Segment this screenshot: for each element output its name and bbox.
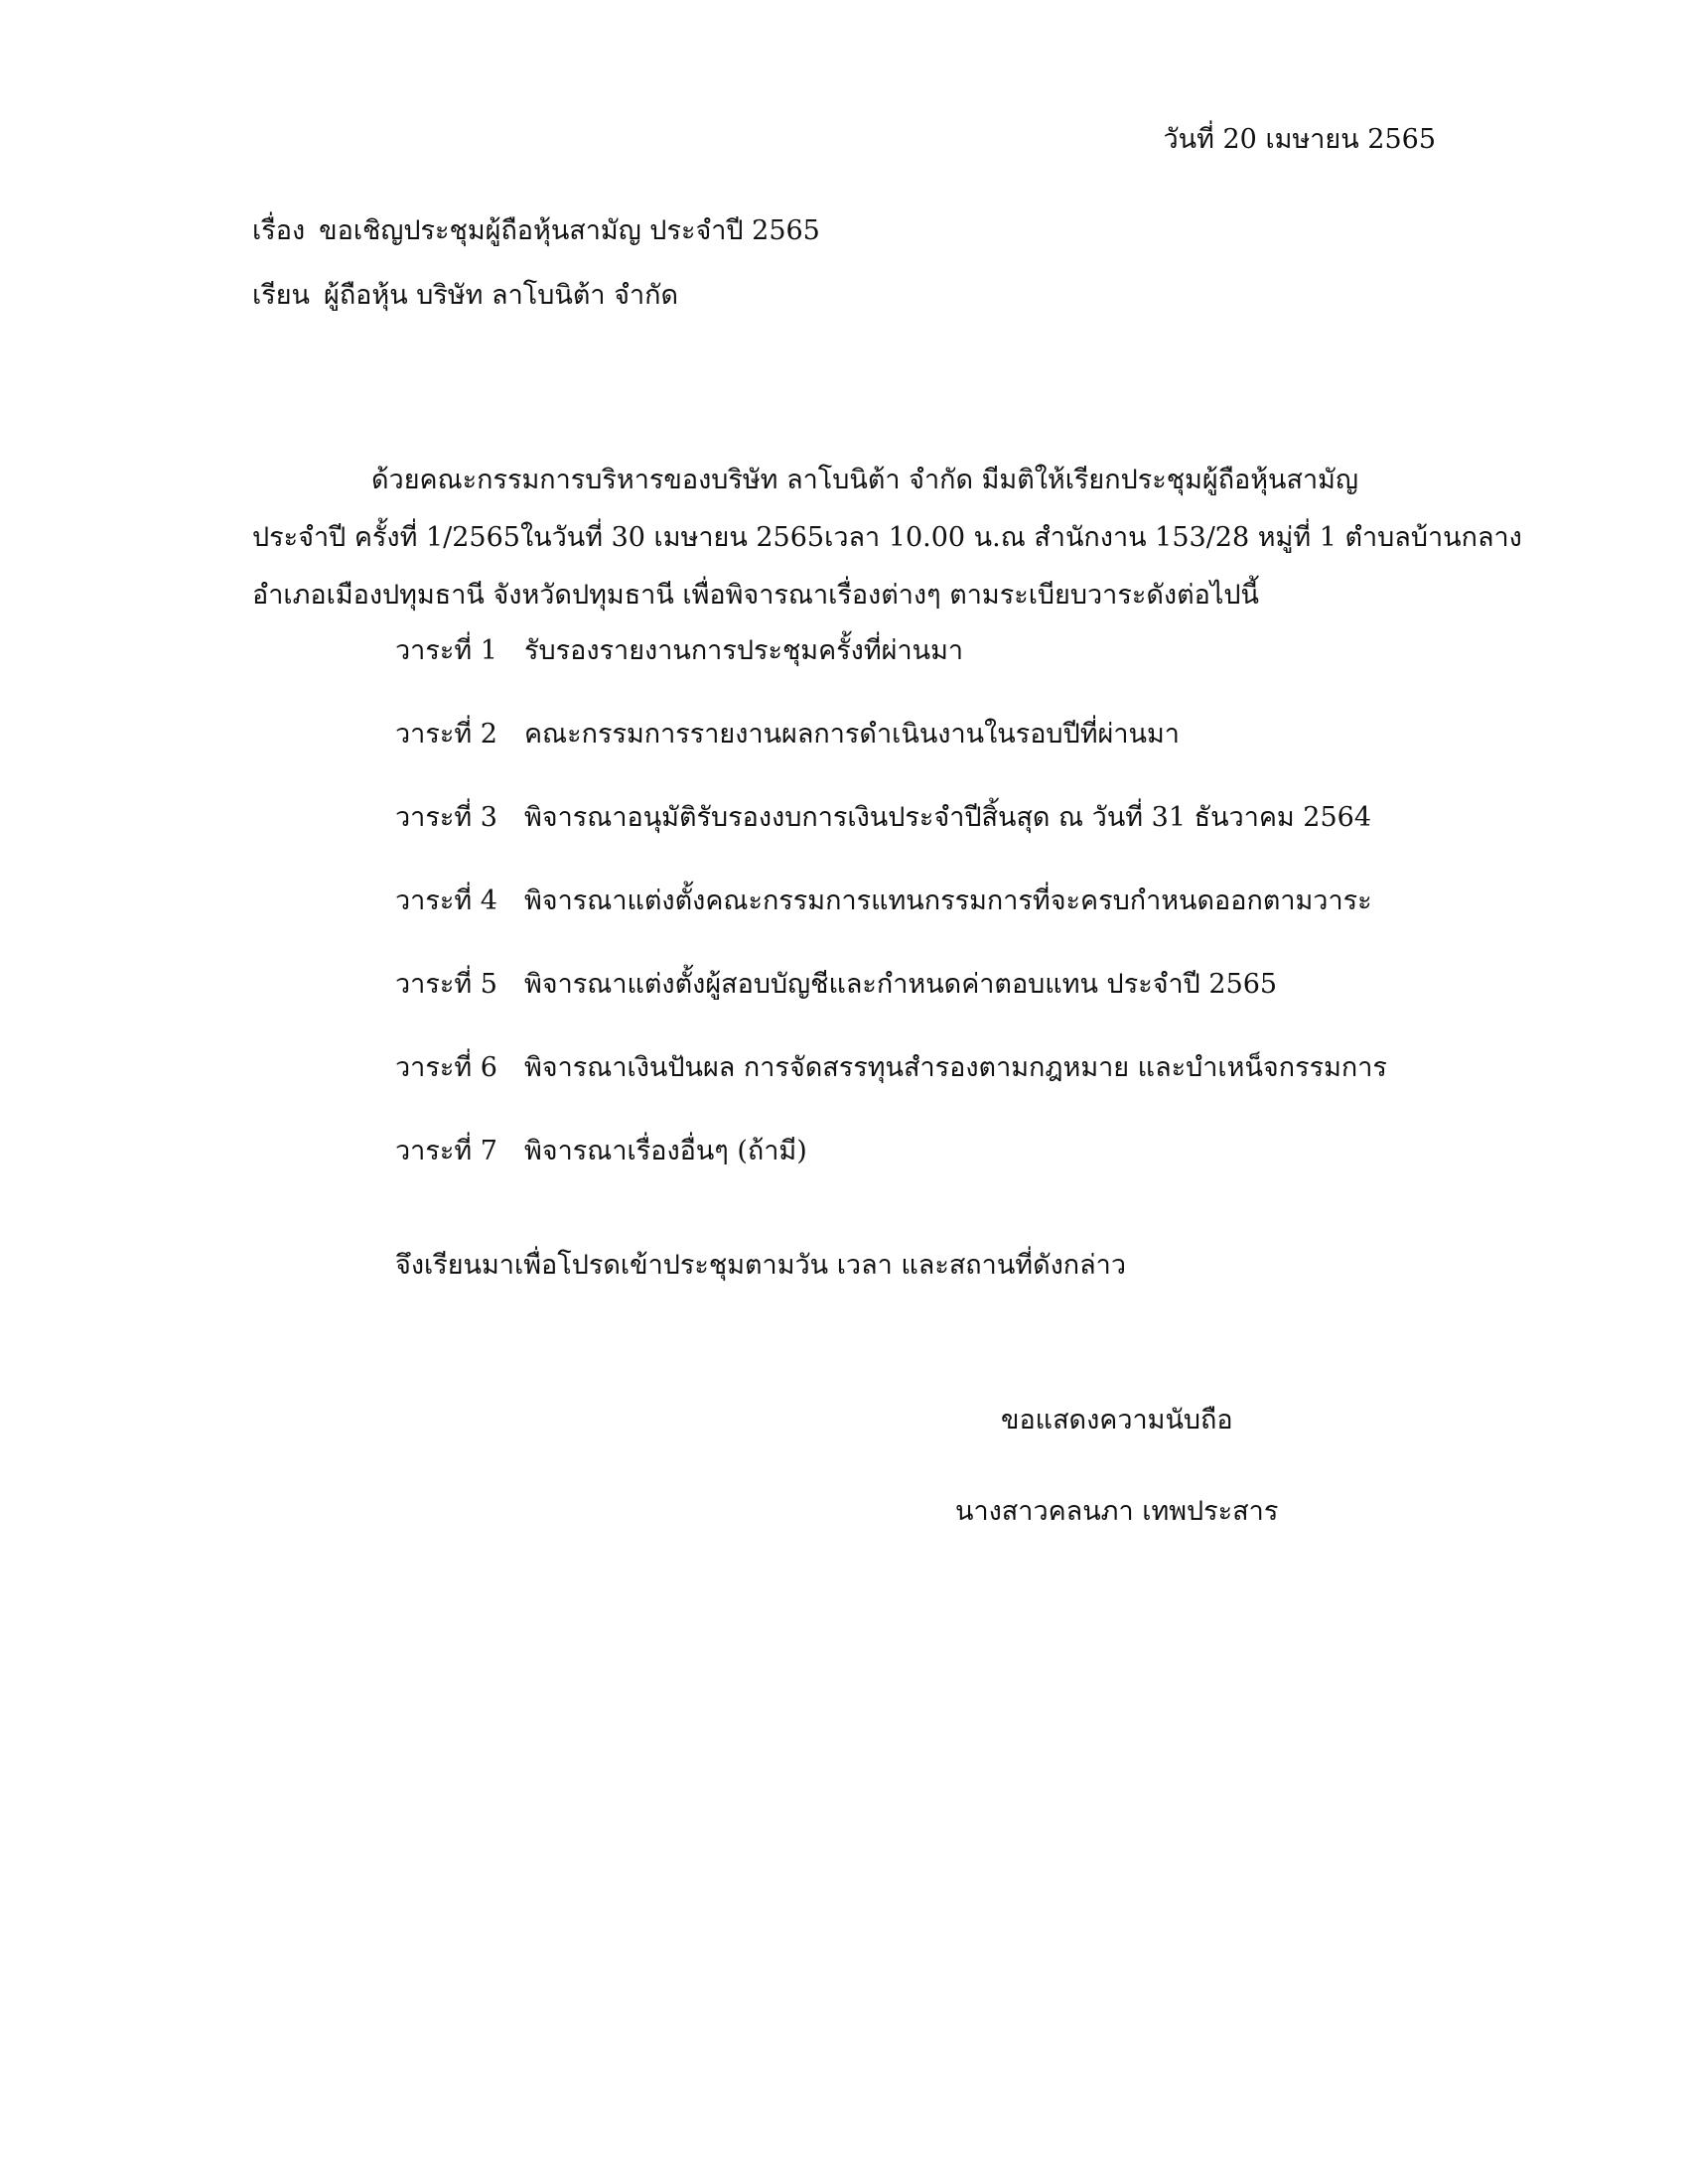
- agenda-item: [395, 1045, 1387, 1129]
- regards-text: ขอแสดงความนับถือ: [1001, 1405, 1233, 1435]
- body-line: ประจำปี ครั้งที่ 1/2565ในวันที่ 30 เมษายน 2565เวลา 10.00 น.ณ สำนักงาน 153/28 หมู่ที่ 1 ตำบลบ้านกลาง: [252, 522, 1522, 553]
- agenda-item: [395, 628, 1387, 712]
- agenda-item: [395, 795, 1387, 879]
- agenda-text: พิจารณาอนุมัติรับรองงบการเงินประจำปีสิ้นสุด ณ วันที่ 31 ธันวาคม 2564: [524, 802, 1372, 833]
- agenda-list: [395, 628, 1387, 1212]
- agenda-item: [395, 712, 1387, 795]
- signer-name: นางสาวคลนภา เทพประสาร: [955, 1496, 1279, 1527]
- agenda-number: วาระที่ 2: [395, 719, 497, 750]
- agenda-number: วาระที่ 5: [395, 969, 497, 1000]
- agenda-text: พิจารณาเรื่องอื่นๆ (ถ้ามี): [524, 1136, 807, 1166]
- agenda-text: คณะกรรมการรายงานผลการดำเนินงานในรอบปีที่ผ่านมา: [524, 719, 1180, 750]
- subject-line: [252, 208, 820, 251]
- recipient-line: [252, 273, 678, 316]
- agenda-item: [395, 879, 1387, 962]
- agenda-text: พิจารณาแต่งตั้งผู้สอบบัญชีและกำหนดค่าตอบแทน ประจำปี 2565: [524, 969, 1278, 1000]
- body-line: ด้วยคณะกรรมการบริหารของบริษัท ลาโบนิต้า จำกัด มีมติให้เรียกประชุมผู้ถือหุ้นสามัญ: [371, 465, 1358, 495]
- closing-sentence: จึงเรียนมาเพื่อโปรดเข้าประชุมตามวัน เวลา และสถานที่ดังกล่าว: [395, 1250, 1127, 1281]
- agenda-number: วาระที่ 7: [395, 1136, 497, 1166]
- recipient-text: ผู้ถือหุ้น บริษัท ลาโบนิต้า จำกัด: [324, 280, 679, 311]
- subject-label: เรื่อง: [252, 215, 306, 246]
- recipient-label: เรียน: [252, 280, 311, 311]
- body-line: อำเภอเมืองปทุมธานี จังหวัดปทุมธานี เพื่อพิจารณาเรื่องต่างๆ ตามระเบียบวาระดังต่อไปนี้: [252, 580, 1259, 611]
- letter-date: วันที่ 20 เมษายน 2565: [1163, 124, 1436, 155]
- agenda-item: [395, 1129, 1387, 1212]
- agenda-item: [395, 962, 1387, 1045]
- agenda-number: วาระที่ 3: [395, 802, 497, 833]
- agenda-number: วาระที่ 1: [395, 635, 497, 666]
- agenda-text: พิจารณาเงินปันผล การจัดสรรทุนสำรองตามกฎหมาย และบำเหน็จกรรมการ: [524, 1052, 1387, 1083]
- subject-text: ขอเชิญประชุมผู้ถือหุ้นสามัญ ประจำปี 2565: [319, 215, 820, 246]
- agenda-text: รับรองรายงานการประชุมครั้งที่ผ่านมา: [524, 635, 964, 666]
- agenda-number: วาระที่ 6: [395, 1052, 497, 1083]
- agenda-number: วาระที่ 4: [395, 886, 497, 916]
- body-paragraph: [252, 452, 1522, 624]
- agenda-text: พิจารณาแต่งตั้งคณะกรรมการแทนกรรมการที่จะครบกำหนดออกตามวาระ: [524, 886, 1372, 916]
